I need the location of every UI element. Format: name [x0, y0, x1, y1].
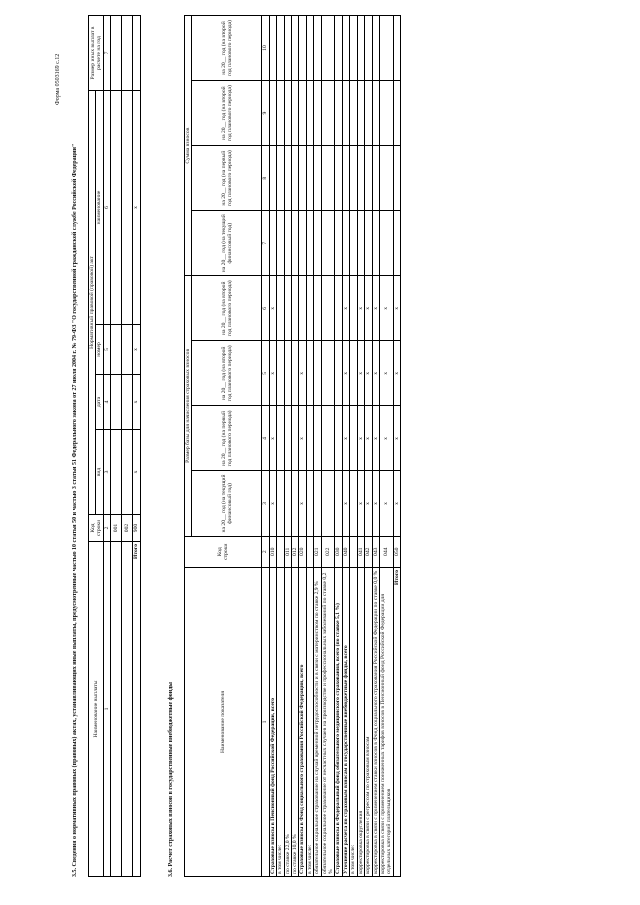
header-payment-name: Наименование выплаты	[89, 542, 104, 877]
row-cell	[335, 471, 342, 536]
row-label: корректировка округления	[357, 567, 364, 876]
row-cell	[314, 146, 321, 211]
row-code	[306, 536, 313, 567]
row-cell	[277, 276, 284, 341]
row-label: в том числе:	[306, 567, 313, 876]
row-cell	[342, 146, 349, 211]
header-code: Код строки	[89, 515, 104, 542]
row-cell	[284, 276, 291, 341]
row-cell: x	[269, 276, 276, 341]
row-cell	[314, 471, 321, 536]
row-label: в том числе:	[350, 567, 357, 876]
row-cell	[269, 81, 276, 146]
row-cell	[365, 81, 372, 146]
row-cell: x	[365, 471, 372, 536]
header-base-second-b: на 20__ год (на второй год планового периода)	[192, 276, 262, 341]
row-label: Страховые взносы в Федеральный фонд обязательного медицинского страхования, всего (по ставке 5,1 %)	[335, 567, 342, 876]
row-cell	[335, 276, 342, 341]
row-cell	[357, 146, 364, 211]
row-cell	[277, 471, 284, 536]
header-sum-second: на 20__ год (на второй год планового периода)	[192, 81, 262, 146]
row-cell	[269, 146, 276, 211]
row-cell	[350, 211, 357, 276]
header-sum-current: на 20__ год (на текущий финансовый год)	[192, 211, 262, 276]
row-cell: x	[299, 471, 306, 536]
table-row	[292, 16, 299, 877]
table-row	[379, 16, 393, 877]
row-cell	[306, 81, 313, 146]
row-cell: x	[357, 406, 364, 471]
row-cell	[292, 211, 299, 276]
row-cell	[365, 146, 372, 211]
row-cell	[306, 276, 313, 341]
row-cell: x	[299, 341, 306, 406]
row-code: 021	[314, 536, 321, 567]
row-cell	[284, 81, 291, 146]
header-norm-act: Нормативный правовой (правовой) акт	[89, 91, 96, 515]
row-cell	[292, 471, 299, 536]
row-code: 041	[357, 536, 364, 567]
row-cell: x	[299, 406, 306, 471]
row-cell	[306, 146, 313, 211]
row-code: 040	[342, 536, 349, 567]
row-cell	[321, 471, 335, 536]
row-code: 044	[379, 536, 393, 567]
row-cell	[306, 341, 313, 406]
row-cell	[350, 276, 357, 341]
table-row	[372, 16, 379, 877]
row-cell	[277, 81, 284, 146]
table-row	[284, 16, 291, 877]
row-cell	[365, 211, 372, 276]
row-label: обязательное социальное страхование от несчастных случаев на производстве и профессиональных заболеваний по ставке 0,2 %	[321, 567, 335, 876]
row-code: 020	[299, 536, 306, 567]
row-cell	[292, 276, 299, 341]
table-row: 001	[111, 16, 122, 877]
row-label: Страховые взносы в Фонд социального страхования Российской Федерации, всего	[299, 567, 306, 876]
row-cell	[335, 406, 342, 471]
row-cell: x	[379, 341, 393, 406]
table-row	[365, 16, 372, 877]
header-base-group: Размер базы для начисления страховых взносов	[185, 276, 192, 536]
header-sum-second-b: на 20__ год (на второй год планового периода)	[192, 16, 262, 81]
header-type: вид	[96, 430, 103, 515]
header-indicator-name: Наименование показателя	[185, 567, 262, 876]
row-cell	[314, 276, 321, 341]
row-label: корректировка в связи с применением ставки взносов в Фонд социального страхования Российской Федерации по ставке 0,0 %	[372, 567, 379, 876]
row-code: 010	[269, 536, 276, 567]
row-cell	[314, 406, 321, 471]
table-body	[269, 16, 393, 877]
row-cell: x	[357, 341, 364, 406]
row-code: 022	[321, 536, 335, 567]
table-row	[306, 16, 313, 877]
row-cell	[321, 276, 335, 341]
header-sum-group: Сумма взносов	[185, 16, 192, 276]
table-insurance-contributions	[184, 15, 401, 877]
row-code: 043	[372, 536, 379, 567]
section-35-title: 3.5. Сведения о нормативных правовых (правовых) актах, устанавливающих иные выплаты, предусмотренные частью 10 статьи 50 и частью 3 статьи 51 Федерального закона от 27 июля 2004 г. № 79-ФЗ "О государственной гражданской службе Российской Федерации"	[72, 143, 78, 877]
table-row	[299, 16, 306, 877]
row-cell	[350, 341, 357, 406]
row-cell	[277, 406, 284, 471]
row-cell: x	[365, 341, 372, 406]
header-code: Код строки	[185, 536, 262, 567]
row-label: по ставке 22,0 %	[284, 567, 291, 876]
row-label: Уточнение расчета по страховым взносам в государственные внебюджетные фонды, всего	[342, 567, 349, 876]
row-code: 011	[284, 536, 291, 567]
row-cell	[292, 146, 299, 211]
table-row	[321, 16, 335, 877]
row-cell: x	[357, 276, 364, 341]
table-row	[342, 16, 349, 877]
row-cell: x	[365, 406, 372, 471]
row-cell	[292, 81, 299, 146]
row-code: 012	[292, 536, 299, 567]
table-row	[269, 16, 276, 877]
section-36-title: 3.6. Расчет страховых взносов в государственные внебюджетные фонды	[168, 682, 174, 877]
row-cell	[335, 146, 342, 211]
header-date: дата	[96, 375, 103, 430]
row-cell	[342, 81, 349, 146]
row-cell	[284, 211, 291, 276]
row-cell	[335, 81, 342, 146]
row-cell	[284, 471, 291, 536]
total-row: Итого 050 x x x x	[393, 16, 400, 877]
row-cell: x	[372, 341, 379, 406]
header-base-current: на 20__ год (на текущий финансовый год)	[192, 471, 262, 536]
table-row	[357, 16, 364, 877]
table-row	[314, 16, 321, 877]
row-cell	[277, 146, 284, 211]
row-cell	[299, 211, 306, 276]
row-cell	[357, 211, 364, 276]
row-cell	[314, 211, 321, 276]
row-cell	[299, 146, 306, 211]
row-cell	[350, 81, 357, 146]
row-cell	[314, 81, 321, 146]
header-base-second: на 20__ год (на второй год планового периода)	[192, 341, 262, 406]
row-cell: x	[269, 341, 276, 406]
row-cell	[314, 341, 321, 406]
row-cell	[306, 211, 313, 276]
row-cell	[321, 406, 335, 471]
row-label: корректировка в связи с регрессом по страховым взносам	[365, 567, 372, 876]
total-row: Итого 900 x x x x	[133, 16, 140, 877]
header-number: номер	[96, 325, 103, 375]
row-cell: x	[379, 471, 393, 536]
row-cell	[321, 81, 335, 146]
row-cell	[379, 211, 393, 276]
header-title: наименование	[96, 91, 103, 325]
row-cell	[350, 406, 357, 471]
header-amount: Размер иных выплат в расчете на год	[89, 16, 104, 91]
row-cell: x	[269, 406, 276, 471]
form-code: Форма 0503169 с.12	[55, 53, 61, 105]
row-label: в том числе:	[277, 567, 284, 876]
row-cell	[284, 406, 291, 471]
row-cell	[292, 406, 299, 471]
row-label: Страховые взносы в Пенсионный фонд Российской Федерации, всего	[269, 567, 276, 876]
row-cell: x	[357, 471, 364, 536]
row-cell: x	[379, 276, 393, 341]
table-row	[350, 16, 357, 877]
row-cell	[321, 341, 335, 406]
row-cell	[321, 211, 335, 276]
row-cell	[342, 211, 349, 276]
row-cell: x	[379, 406, 393, 471]
row-code: 030	[335, 536, 342, 567]
header-base-first: на 20__ год (на первый год планового периода)	[192, 406, 262, 471]
row-code	[350, 536, 357, 567]
row-cell	[299, 81, 306, 146]
row-cell	[306, 406, 313, 471]
row-cell	[372, 146, 379, 211]
row-cell	[372, 211, 379, 276]
row-cell	[277, 341, 284, 406]
table-row: 002	[122, 16, 133, 877]
row-cell: x	[342, 471, 349, 536]
table-row	[277, 16, 284, 877]
row-cell	[321, 146, 335, 211]
row-cell	[335, 341, 342, 406]
header-sum-first: на 20__ год (на первый год планового периода)	[192, 146, 262, 211]
row-code: 042	[365, 536, 372, 567]
column-number-row: 1 2 3 4 5 6 7	[103, 16, 110, 877]
row-cell: x	[372, 471, 379, 536]
row-cell: x	[342, 341, 349, 406]
row-code	[277, 536, 284, 567]
row-cell	[379, 81, 393, 146]
row-label: обязательное социальное страхование на случай временной нетрудоспособности и в связи с материнством по ставке 2,9 %	[314, 567, 321, 876]
row-cell	[350, 471, 357, 536]
column-number-row: 1 2 3 4 5 6 7 8 9 10	[262, 16, 269, 877]
row-cell	[372, 81, 379, 146]
row-cell	[284, 146, 291, 211]
row-cell	[335, 211, 342, 276]
row-cell	[350, 146, 357, 211]
row-cell: x	[342, 406, 349, 471]
row-cell: x	[342, 276, 349, 341]
row-label: корректировка в связи с применением пониженных тарифов взносов в Пенсионный фонд Российской Федерации для отдельных категорий плательщиков	[379, 567, 393, 876]
row-cell	[379, 146, 393, 211]
row-cell: x	[372, 406, 379, 471]
table-other-payments	[88, 15, 141, 877]
row-cell	[299, 276, 306, 341]
row-cell: x	[365, 276, 372, 341]
row-cell	[357, 81, 364, 146]
row-cell	[277, 211, 284, 276]
table-row	[335, 16, 342, 877]
row-cell	[306, 471, 313, 536]
row-cell	[269, 211, 276, 276]
row-cell	[284, 341, 291, 406]
row-cell	[292, 341, 299, 406]
row-cell: x	[269, 471, 276, 536]
row-label: по ставке 10,0 %	[292, 567, 299, 876]
row-cell: x	[372, 276, 379, 341]
